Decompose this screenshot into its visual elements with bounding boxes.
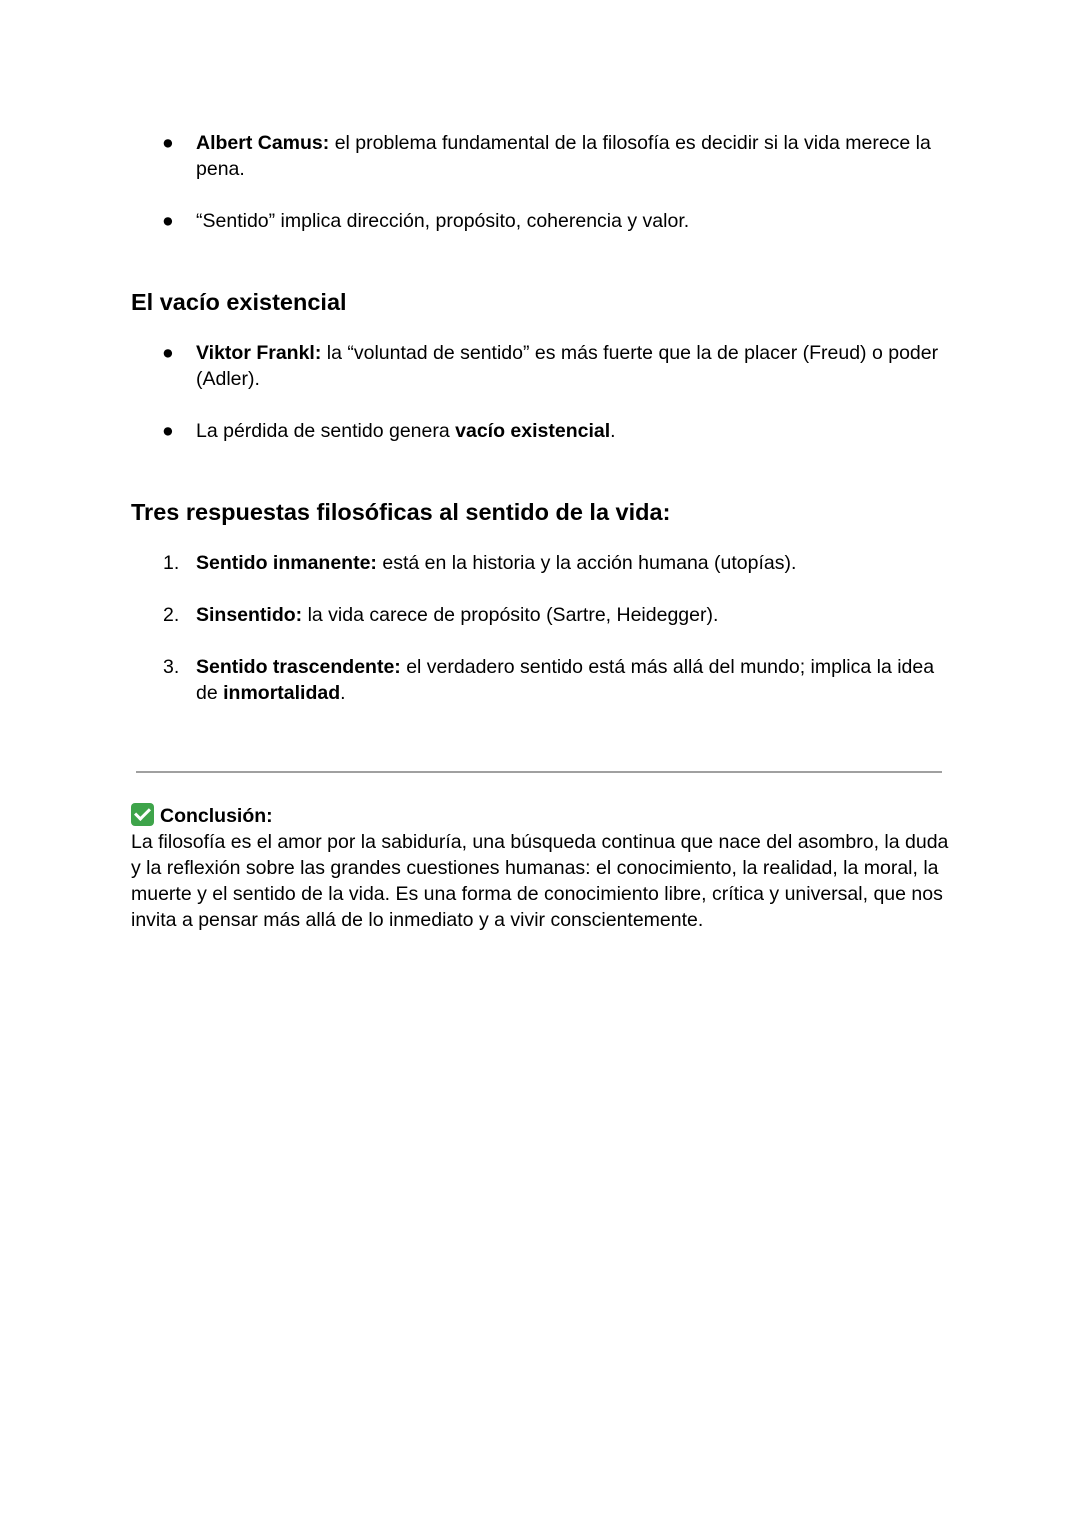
intro-bullet-list — [131, 130, 961, 234]
vacio-bullet-list — [131, 340, 961, 444]
bullet-bold-text: vacío existencial — [455, 420, 611, 442]
bullet-text: “Sentido” implica dirección, propósito, coherencia y valor. — [196, 210, 690, 232]
number-marker: 3. — [163, 656, 180, 678]
bullet-marker: ● — [162, 342, 174, 364]
conclusion-body: La filosofía es el amor por la sabiduría, una búsqueda continua que nace del asombro, la duda y la reflexión sobre las grandes cuestiones humanas: el conocimiento, la realidad, la moral, la muerte y el sentido de la vida. Es una forma de conocimiento libre, crítica y universal, que nos invita a pensar más allá de lo inmediato y a vivir conscientemente. — [131, 831, 949, 931]
list-item — [131, 130, 961, 182]
check-mark-icon — [131, 803, 154, 826]
conclusion-block — [131, 803, 961, 933]
list-item — [131, 340, 961, 392]
bullet-text-end: . — [610, 420, 616, 442]
item-bold-text-2: inmortalidad — [223, 682, 341, 704]
bullet-bold-text: Albert Camus: — [196, 132, 330, 154]
item-text: está en la historia y la acción humana (utopías). — [376, 552, 797, 574]
item-bold-text: Sinsentido: — [196, 604, 303, 626]
item-bold-text: Sentido trascendente: — [196, 656, 401, 678]
conclusion-title-line — [131, 803, 961, 829]
item-text: el verdadero sentido está más allá del mundo; implica la idea de — [196, 656, 935, 704]
bullet-text: la “voluntad de sentido” es más fuerte que la de placer (Freud) o poder (Adler). — [196, 342, 939, 390]
bullet-text: La pérdida de sentido genera — [196, 420, 456, 442]
list-item — [131, 602, 961, 628]
respuestas-numbered-list — [131, 550, 961, 706]
list-item — [131, 418, 961, 444]
number-marker: 2. — [163, 604, 180, 626]
list-item — [131, 654, 961, 706]
item-bold-text: Sentido inmanente: — [196, 552, 377, 574]
bullet-marker: ● — [162, 132, 174, 154]
number-marker: 1. — [163, 552, 180, 574]
section-heading-respuestas: Tres respuestas filosóficas al sentido de la vida: — [131, 499, 671, 525]
section-heading-vacio: El vacío existencial — [131, 289, 347, 315]
horizontal-divider — [136, 771, 942, 773]
conclusion-title: Conclusión: — [160, 805, 273, 827]
bullet-text: el problema fundamental de la filosofía es decidir si la vida merece la pena. — [196, 132, 931, 180]
list-item — [131, 208, 961, 234]
bullet-marker: ● — [162, 420, 174, 442]
bullet-bold-text: Viktor Frankl: — [196, 342, 322, 364]
bullet-marker: ● — [162, 210, 174, 232]
item-text: la vida carece de propósito (Sartre, Heidegger). — [302, 604, 719, 626]
list-item — [131, 550, 961, 576]
item-text-end: . — [340, 682, 346, 704]
